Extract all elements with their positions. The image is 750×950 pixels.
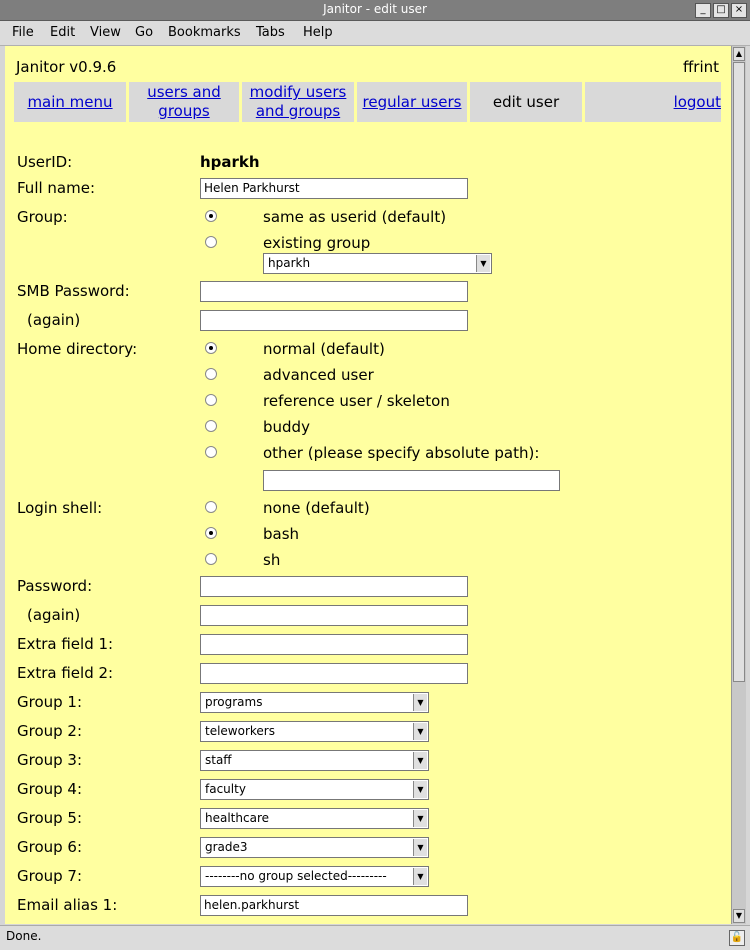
nav-users-groups-link[interactable] bbox=[147, 83, 221, 121]
group-6-label: Group 6: bbox=[17, 838, 83, 856]
menu-view[interactable]: View bbox=[90, 25, 121, 40]
fullname-input[interactable]: Helen Parkhurst bbox=[200, 178, 468, 199]
chevron-down-icon: ▼ bbox=[413, 781, 427, 798]
home-radio-buddy[interactable] bbox=[205, 420, 217, 432]
group-1-label: Group 1: bbox=[17, 693, 83, 711]
nav-logout[interactable] bbox=[585, 82, 721, 122]
app-name: Janitor v0.9.6 bbox=[16, 58, 117, 76]
group-3-select[interactable] bbox=[200, 750, 429, 771]
group-2-value: teleworkers bbox=[205, 724, 275, 738]
nav-regular-users-link[interactable]: regular users bbox=[362, 92, 462, 111]
group-3-value: staff bbox=[205, 753, 232, 767]
nav-bar bbox=[14, 82, 721, 122]
scrollbar-thumb[interactable] bbox=[733, 62, 745, 682]
password-again-input[interactable] bbox=[200, 605, 468, 626]
nav-main-menu-link[interactable]: main menu bbox=[27, 92, 113, 111]
home-radio-advanced[interactable] bbox=[205, 368, 217, 380]
menu-edit[interactable]: Edit bbox=[50, 25, 76, 40]
group-1-value: programs bbox=[205, 695, 263, 709]
shell-radio-bash[interactable] bbox=[205, 527, 217, 539]
nav-modify-users[interactable] bbox=[242, 82, 354, 122]
close-icon[interactable]: × bbox=[731, 3, 747, 18]
window-title: Janitor - edit user bbox=[323, 2, 427, 16]
home-opt-buddy: buddy bbox=[263, 418, 310, 436]
menu-bar bbox=[0, 21, 750, 46]
group-5-label: Group 5: bbox=[17, 809, 83, 827]
shell-opt-bash: bash bbox=[263, 525, 300, 543]
existing-group-select[interactable] bbox=[263, 253, 492, 274]
chevron-down-icon: ▼ bbox=[413, 723, 427, 740]
chevron-down-icon: ▼ bbox=[476, 255, 490, 272]
group-radio-existing[interactable] bbox=[205, 236, 217, 248]
chevron-down-icon: ▼ bbox=[413, 839, 427, 856]
home-dir-label: Home directory: bbox=[17, 340, 138, 358]
group-2-label: Group 2: bbox=[17, 722, 83, 740]
nav-regular-users[interactable] bbox=[357, 82, 467, 122]
shell-opt-sh: sh bbox=[263, 551, 281, 569]
window-titlebar bbox=[0, 0, 750, 21]
chevron-down-icon: ▼ bbox=[413, 694, 427, 711]
smb-password-label: SMB Password: bbox=[17, 282, 130, 300]
nav-modify-line1: modify users bbox=[249, 83, 347, 101]
userid-label: UserID: bbox=[17, 153, 73, 171]
nav-modify-users-link[interactable] bbox=[250, 83, 347, 121]
shell-opt-none: none (default) bbox=[263, 499, 370, 517]
scroll-down-icon[interactable]: ▼ bbox=[733, 909, 745, 923]
chevron-down-icon: ▼ bbox=[413, 752, 427, 769]
group-7-value: --------no group selected--------- bbox=[205, 869, 387, 883]
home-other-path-input[interactable] bbox=[263, 470, 560, 491]
page-content bbox=[5, 46, 731, 924]
menu-help[interactable]: Help bbox=[303, 25, 333, 40]
group-label: Group: bbox=[17, 208, 68, 226]
password-again-label: (again) bbox=[27, 606, 81, 624]
nav-edit-user: edit user bbox=[470, 82, 582, 122]
group-4-value: faculty bbox=[205, 782, 246, 796]
group-3-label: Group 3: bbox=[17, 751, 83, 769]
home-opt-other: other (please specify absolute path): bbox=[263, 444, 540, 462]
group-7-label: Group 7: bbox=[17, 867, 83, 885]
home-opt-advanced: advanced user bbox=[263, 366, 374, 384]
nav-users-groups[interactable] bbox=[129, 82, 239, 122]
group-opt-same: same as userid (default) bbox=[263, 208, 447, 226]
scroll-up-icon[interactable]: ▲ bbox=[733, 47, 745, 61]
extra-field-2-input[interactable] bbox=[200, 663, 468, 684]
group-7-select[interactable] bbox=[200, 866, 429, 887]
group-4-label: Group 4: bbox=[17, 780, 83, 798]
current-user: ffrint bbox=[682, 58, 719, 76]
nav-users-groups-line1: users and bbox=[147, 83, 221, 101]
login-shell-label: Login shell: bbox=[17, 499, 103, 517]
extra-field-2-label: Extra field 2: bbox=[17, 664, 114, 682]
existing-group-value: hparkh bbox=[268, 256, 311, 270]
chevron-down-icon: ▼ bbox=[413, 868, 427, 885]
smb-password-input[interactable] bbox=[200, 281, 468, 302]
password-input[interactable] bbox=[200, 576, 468, 597]
menu-file[interactable]: File bbox=[12, 25, 34, 40]
vertical-scrollbar[interactable] bbox=[731, 46, 746, 924]
group-6-select[interactable] bbox=[200, 837, 429, 858]
status-bar bbox=[0, 925, 750, 950]
smb-password-again-input[interactable] bbox=[200, 310, 468, 331]
menu-bookmarks[interactable]: Bookmarks bbox=[168, 25, 241, 40]
home-opt-normal: normal (default) bbox=[263, 340, 385, 358]
home-opt-reference: reference user / skeleton bbox=[263, 392, 450, 410]
group-4-select[interactable] bbox=[200, 779, 429, 800]
status-text: Done. bbox=[6, 929, 42, 943]
password-label: Password: bbox=[17, 577, 93, 595]
maximize-icon[interactable]: □ bbox=[713, 3, 729, 18]
extra-field-1-input[interactable] bbox=[200, 634, 468, 655]
group-5-value: healthcare bbox=[205, 811, 269, 825]
home-radio-reference[interactable] bbox=[205, 394, 217, 406]
group-6-value: grade3 bbox=[205, 840, 248, 854]
minimize-icon[interactable]: _ bbox=[695, 3, 711, 18]
nav-main-menu[interactable] bbox=[14, 82, 126, 122]
smb-again-label: (again) bbox=[27, 311, 81, 329]
nav-logout-link[interactable]: logout bbox=[673, 92, 721, 111]
home-radio-normal[interactable] bbox=[205, 342, 217, 354]
shell-radio-none[interactable] bbox=[205, 501, 217, 513]
menu-tabs[interactable]: Tabs bbox=[256, 25, 285, 40]
email-alias-1-label: Email alias 1: bbox=[17, 896, 118, 914]
fullname-label: Full name: bbox=[17, 179, 96, 197]
menu-go[interactable]: Go bbox=[135, 25, 154, 40]
userid-value: hparkh bbox=[200, 153, 260, 171]
chevron-down-icon: ▼ bbox=[413, 810, 427, 827]
group-2-select[interactable] bbox=[200, 721, 429, 742]
home-radio-other[interactable] bbox=[205, 446, 217, 458]
email-alias-1-input[interactable]: helen.parkhurst bbox=[200, 895, 468, 916]
group-1-select[interactable] bbox=[200, 692, 429, 713]
nav-users-groups-line2: groups bbox=[158, 102, 210, 120]
lock-icon: 🔓 bbox=[729, 930, 745, 946]
nav-modify-line2: and groups bbox=[255, 102, 341, 120]
group-radio-same[interactable] bbox=[205, 210, 217, 222]
extra-field-1-label: Extra field 1: bbox=[17, 635, 114, 653]
group-5-select[interactable] bbox=[200, 808, 429, 829]
group-opt-existing: existing group bbox=[263, 234, 371, 252]
shell-radio-sh[interactable] bbox=[205, 553, 217, 565]
